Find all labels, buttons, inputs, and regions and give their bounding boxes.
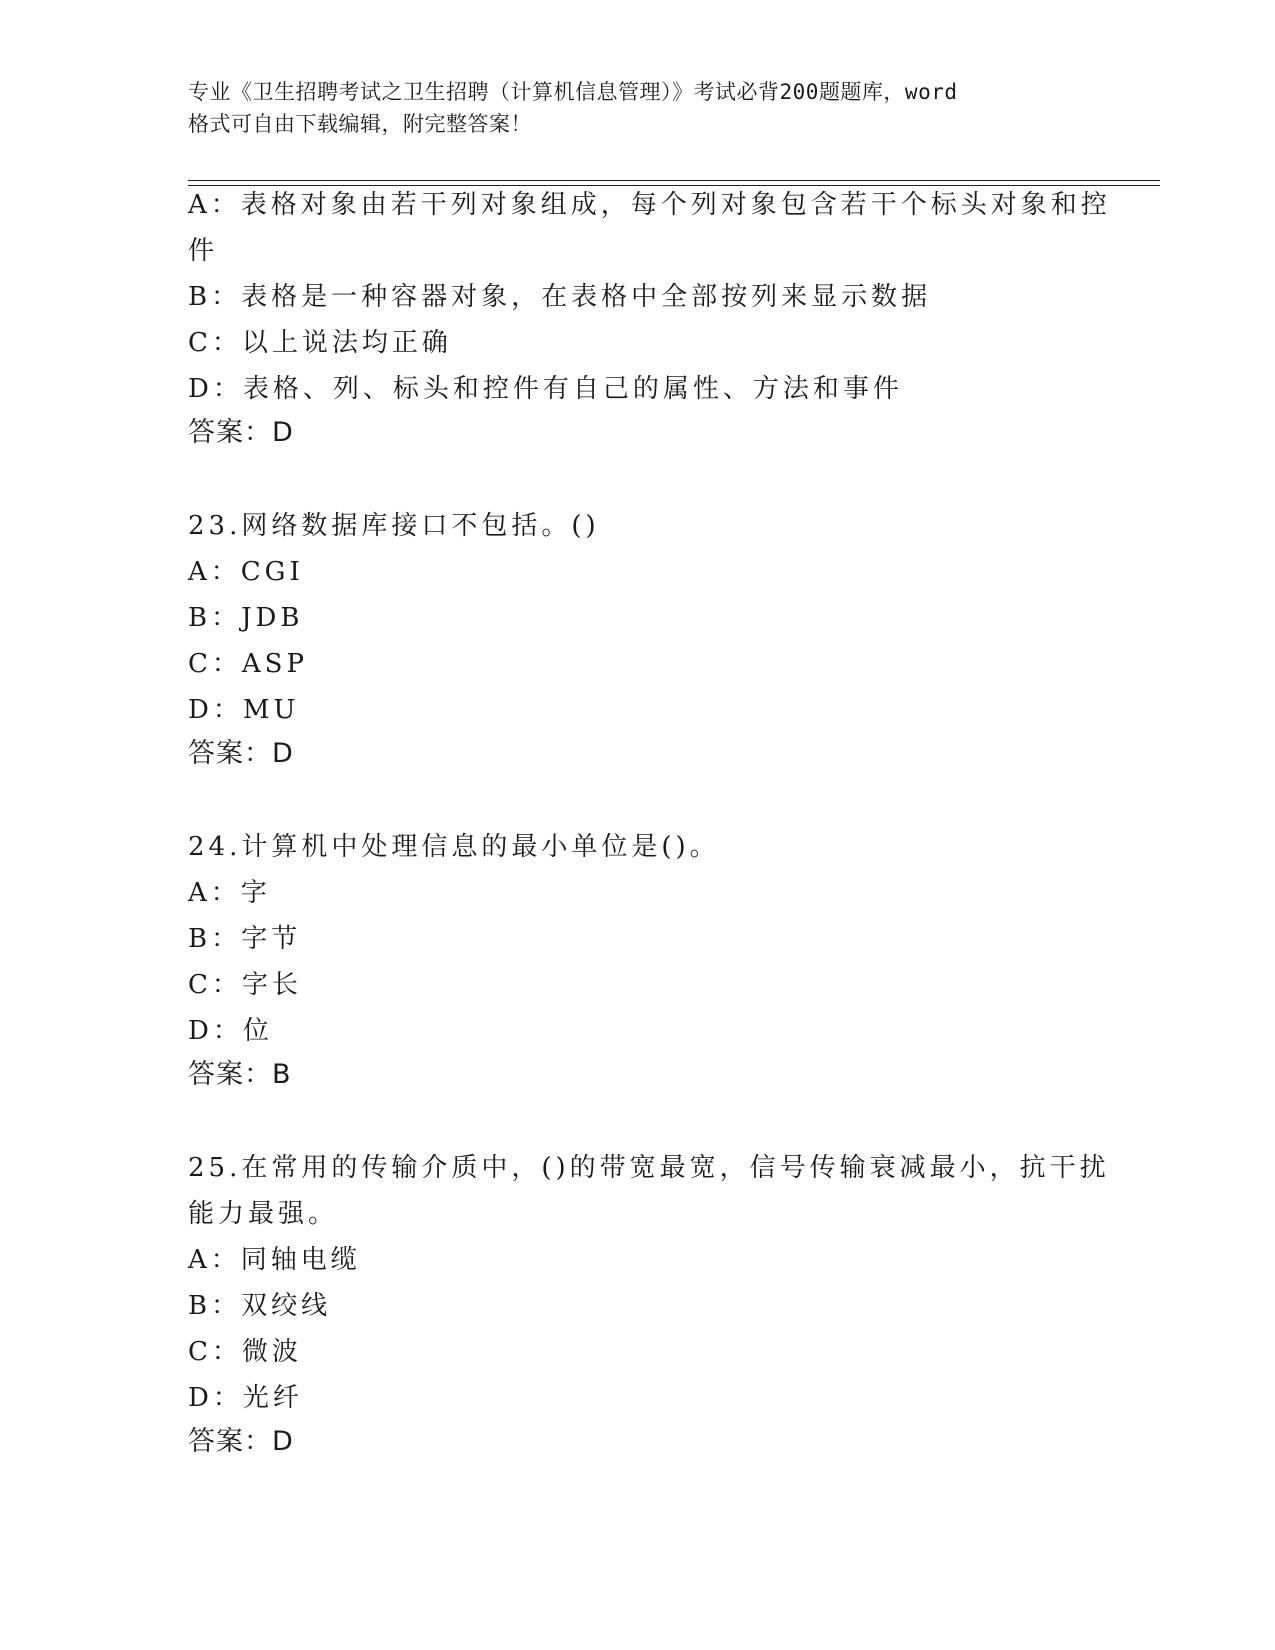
header-line-2: 格式可自由下载编辑，附完整答案！ bbox=[188, 112, 532, 136]
option-a-line-1: A：表格对象由若干列对象组成，每个列对象包含若干个标头对象和控 bbox=[188, 190, 1111, 220]
option-d: D：位 bbox=[188, 1016, 273, 1046]
option-c: C：以上说法均正确 bbox=[188, 328, 452, 358]
question-22-answer: 答案：D bbox=[188, 417, 294, 448]
question-text: 23.网络数据库接口不包括。() bbox=[188, 511, 600, 541]
option-b: B：表格是一种容器对象，在表格中全部按列来显示数据 bbox=[188, 282, 932, 312]
option-c: C：微波 bbox=[188, 1337, 302, 1367]
option-b: B：双绞线 bbox=[188, 1291, 332, 1321]
option-d: D：光纤 bbox=[188, 1383, 303, 1413]
header-rule-top bbox=[188, 180, 1160, 181]
question-25 bbox=[188, 1145, 1108, 1421]
option-c: C：ASP bbox=[188, 649, 308, 679]
question-text-line-2: 能力最强。 bbox=[188, 1199, 339, 1229]
question-text: 24.计算机中处理信息的最小单位是()。 bbox=[188, 832, 720, 862]
question-22-options bbox=[188, 182, 1111, 412]
option-b: B：字节 bbox=[188, 924, 302, 954]
question-23 bbox=[188, 503, 1108, 733]
question-24 bbox=[188, 824, 1108, 1054]
option-a-line-2: 件 bbox=[188, 236, 219, 266]
option-a: A：CGI bbox=[188, 557, 304, 587]
document-header bbox=[188, 76, 1088, 140]
header-line-1: 专业《卫生招聘考试之卫生招聘（计算机信息管理）》考试必背200题题库，word bbox=[188, 80, 958, 104]
question-24-answer: 答案：B bbox=[188, 1059, 292, 1090]
option-d: D：MU bbox=[188, 695, 300, 725]
option-a: A：同轴电缆 bbox=[188, 1245, 361, 1275]
option-a: A：字 bbox=[188, 878, 271, 908]
question-25-answer: 答案：D bbox=[188, 1426, 294, 1457]
option-b: B：JDB bbox=[188, 603, 304, 633]
option-d: D：表格、列、标头和控件有自己的属性、方法和事件 bbox=[188, 374, 903, 404]
question-23-answer: 答案：D bbox=[188, 738, 294, 769]
option-c: C：字长 bbox=[188, 970, 302, 1000]
question-text-line-1: 25.在常用的传输介质中，()的带宽最宽，信号传输衰减最小，抗干扰 bbox=[188, 1153, 1110, 1183]
